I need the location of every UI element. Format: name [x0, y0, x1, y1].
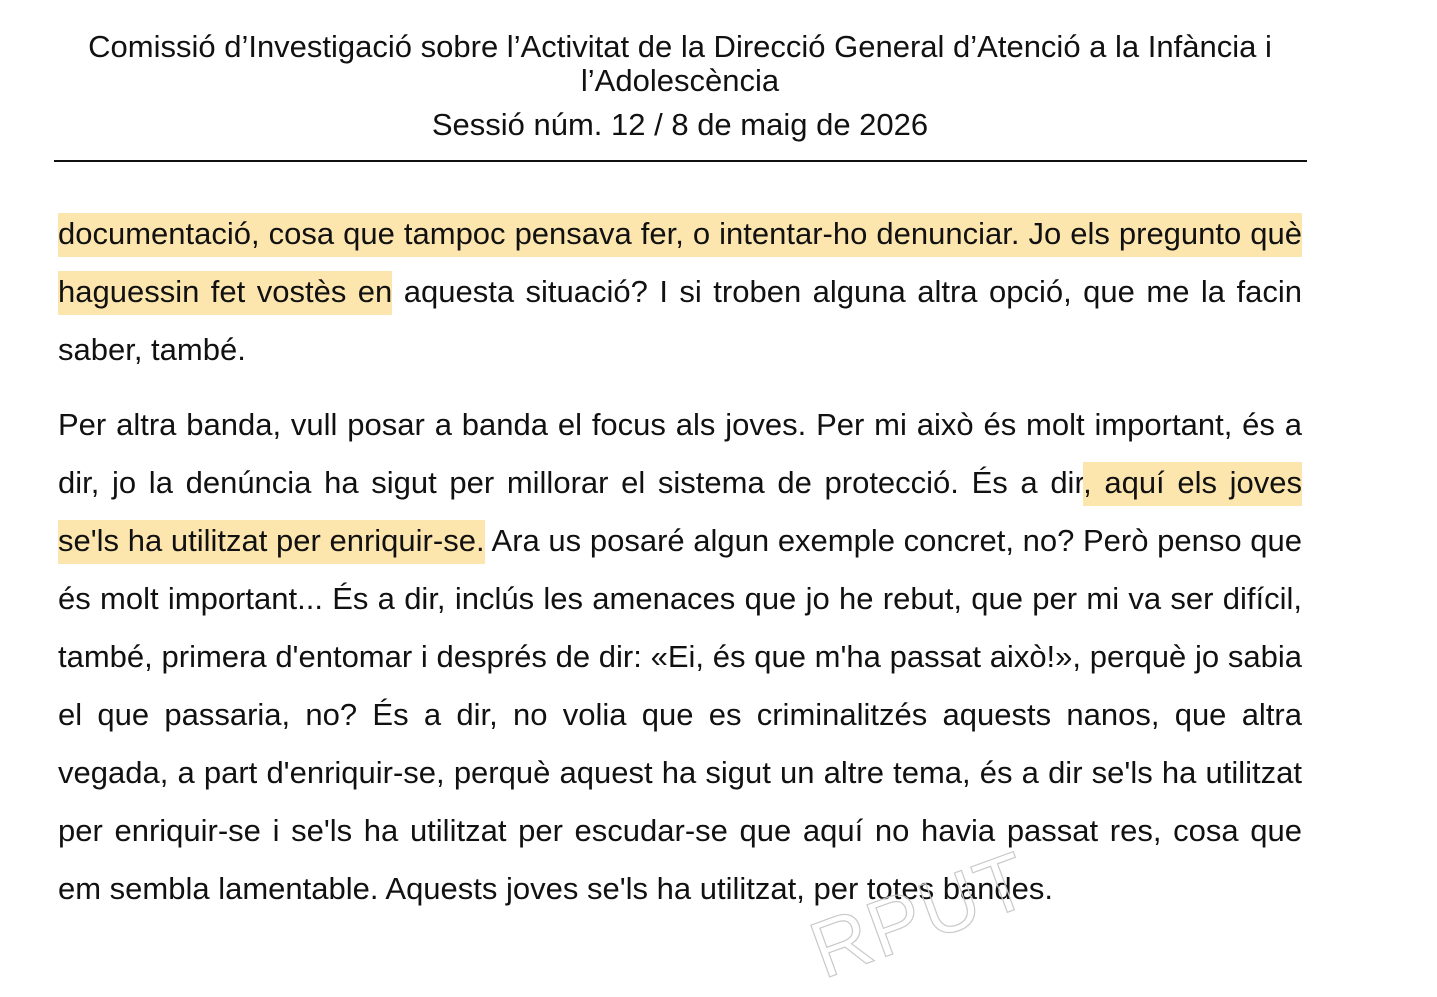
highlighted-text[interactable]: documentació, cosa que tampoc pensava fer, o intentar-ho denunciar. Jo els pregunto què haguessin fet vostès en	[58, 213, 1302, 315]
commission-title: Comissió d’Investigació sobre l’Activitat de la Direcció General d’Atenció a la Infància i l’Adolescència	[88, 29, 1272, 98]
paragraph-text: Ara us posaré algun exemple concret, no? Però penso que és molt important... És a dir, inclús les amenaces que jo he rebut, que per mi va ser difícil, també, primera d'entomar i després de dir: «Ei, és que m'ha passat això!», perquè jo sabia el que passaria, no? És a dir, no volia que es criminalitzés aquests nanos, que altra vegada, a part d'enriquir-se, perquè aquest ha sigut un altre tema, és a dir se'ls ha utilitzat per enriquir-se i se'ls ha utilitzat per escudar-se que aquí no havia passat res, cosa que em sembla lamentable. Aquests joves se'ls ha utilitzat, per totes bandes.	[58, 523, 1302, 906]
paragraph-2	[58, 396, 1302, 918]
watermark: RPUT	[798, 834, 1042, 996]
paragraph-text: Per altra banda, vull posar a banda el focus als joves. Per mi això és molt important, és a dir, jo la denúncia ha sigut per millorar el sistema de protecció. És a dir	[58, 407, 1302, 500]
session-line: Sessió núm. 12 / 8 de maig de 2026	[431, 107, 929, 142]
page-header	[54, 30, 1306, 142]
header-divider	[54, 160, 1307, 162]
paragraph-text: aquesta situació? I si troben alguna altra opció, que me la facin saber, també.	[58, 274, 1302, 367]
paragraph-1	[58, 205, 1302, 379]
highlighted-text[interactable]: , aquí els joves se'ls ha utilitzat per enriquir-se.	[58, 462, 1302, 564]
